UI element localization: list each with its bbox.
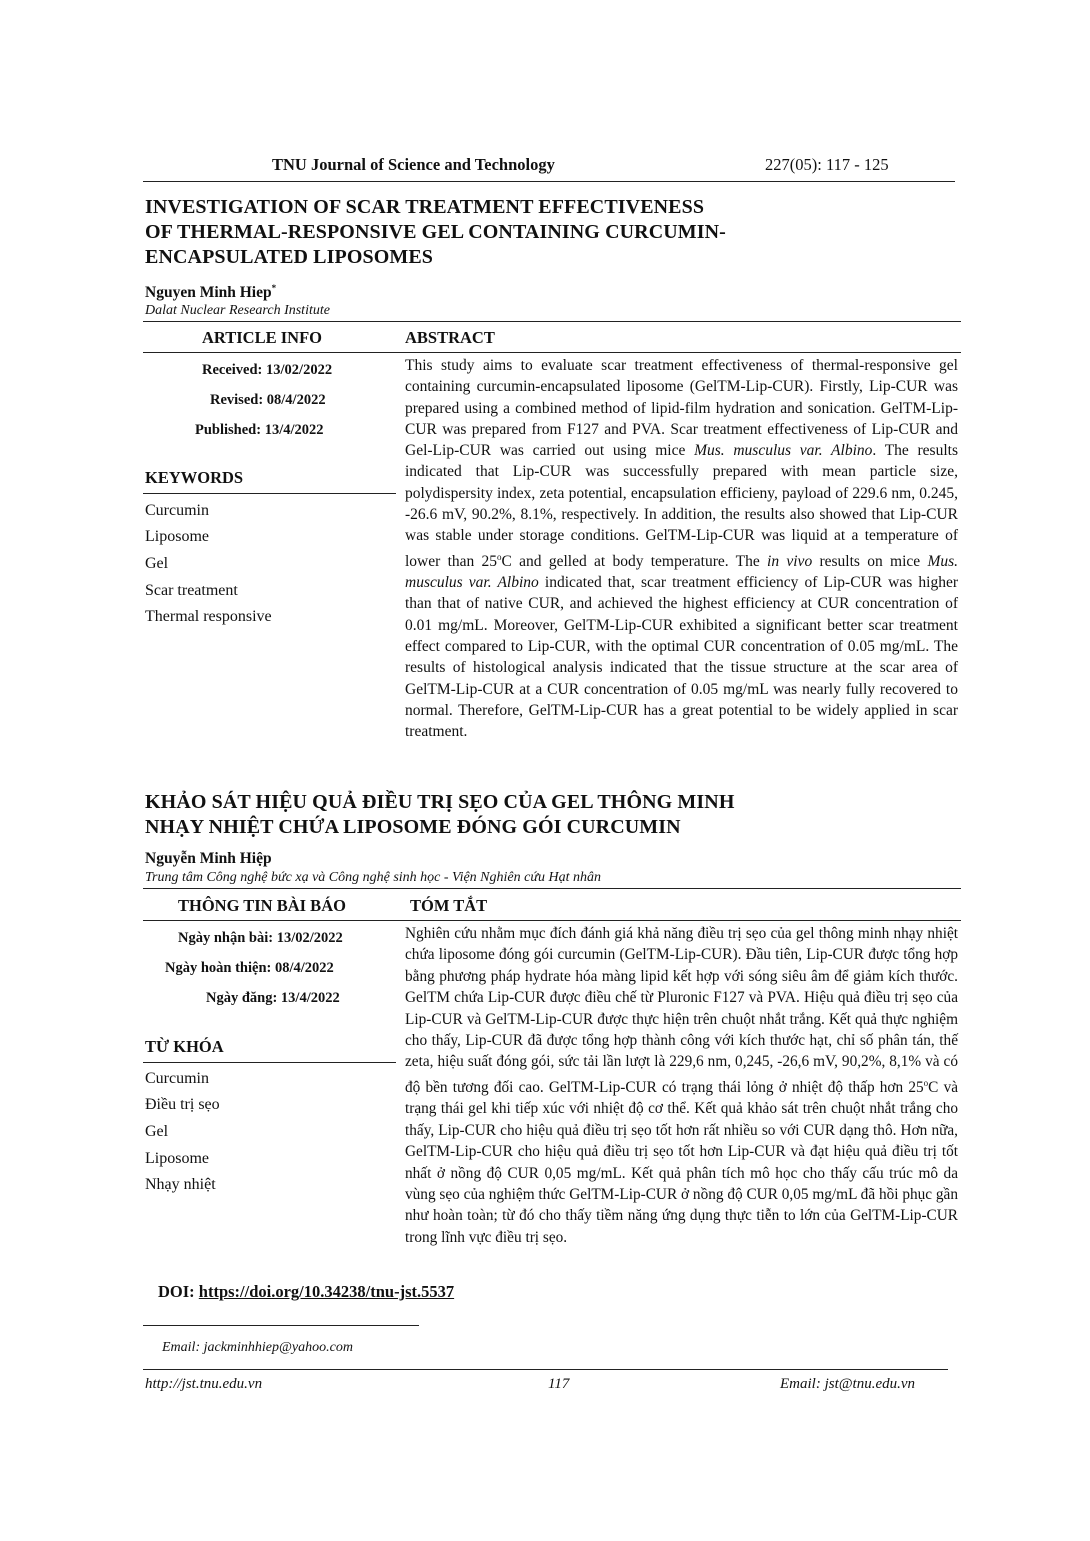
keyword: Gel <box>145 1123 169 1140</box>
revised-date-vi: Ngày hoàn thiện: 08/4/2022 <box>165 960 334 976</box>
footnote-email: Email: jackminhhiep@yahoo.com <box>162 1340 353 1355</box>
title-line: ENCAPSULATED LIPOSOMES <box>145 246 433 268</box>
affiliation-vi: Trung tâm Công nghệ bức xạ và Công nghệ sinh học - Viện Nghiên cứu Hạt nhân <box>145 870 601 885</box>
footer-email[interactable]: Email: jst@tnu.edu.vn <box>780 1376 916 1392</box>
title-line: INVESTIGATION OF SCAR TREATMENT EFFECTIVENESS <box>145 196 705 218</box>
keywords-rule <box>143 493 396 494</box>
header-rule <box>143 181 955 182</box>
keyword: Liposome <box>145 1150 209 1167</box>
vietnamese-title <box>145 790 734 840</box>
section-rule <box>143 352 961 353</box>
author-name <box>145 283 276 302</box>
journal-name: TNU Journal of Science and Technology <box>272 155 555 174</box>
abstract-heading: ABSTRACT <box>405 328 495 347</box>
affiliation: Dalat Nuclear Research Institute <box>145 303 330 318</box>
author-text: Nguyen Minh Hiep <box>145 284 272 302</box>
corresponding-mark: * <box>271 283 277 293</box>
published-date-vi: Ngày đăng: 13/4/2022 <box>206 990 340 1006</box>
title-line: OF THERMAL-RESPONSIVE GEL CONTAINING CURCUMIN- <box>145 221 726 243</box>
keywords-heading-vi: TỪ KHÓA <box>145 1037 224 1056</box>
section-rule <box>143 920 961 921</box>
keyword: Điều trị sẹo <box>145 1096 220 1113</box>
article-info-heading: ARTICLE INFO <box>202 328 322 347</box>
volume-pages: 227(05): 117 - 125 <box>765 155 889 174</box>
keyword: Gel <box>145 555 169 572</box>
section-rule <box>143 888 961 889</box>
keyword: Scar treatment <box>145 582 238 599</box>
keyword: Curcumin <box>145 502 209 519</box>
footer-website[interactable]: http://jst.tnu.edu.vn <box>145 1376 263 1392</box>
footnote-rule <box>143 1325 419 1326</box>
title-line: KHẢO SÁT HIỆU QUẢ ĐIỀU TRỊ SẸO CỦA GEL THÔNG MINH <box>145 791 735 813</box>
keywords-rule <box>143 1062 396 1063</box>
abstract-text-vi: Nghiên cứu nhằm mục đích đánh giá khả năng điều trị sẹo của gel thông minh nhạy nhiệt chứa liposome đóng gói curcumin (GelTM-Lip-CUR). Đầu tiên, Lip-CUR được tổng hợp bằng phương pháp hydrate hóa màng lipid kết hợp với sóng siêu âm để giảm kích thước. GelTM chứa Lip-CUR được điều chế từ Pluronic F127 và PVA. Hiệu quả điều trị sẹo của Lip-CUR và GelTM-Lip-CUR được thực hiện trên chuột nhắt trắng. Kết quả thực nghiệm cho thấy, Lip-CUR đã được tổng hợp thành công với kích thước hạt, chỉ số phân tán, thế zeta, hiệu suất đóng gói, sức tải lần lượt là 229,6 nm, 0,245, -26,6 mV, 90,2%, 8,1% và có độ bền tương đối cao. GelTM-Lip-CUR có trạng thái lỏng ở nhiệt độ thấp hơn 25$^o$C và trạng thái gel khi tiếp xúc với nhiệt độ cơ thể. Kết quả khảo sát trên chuột nhắt trắng cho thấy, Lip-CUR cho hiệu quả điều trị sẹo tốt hơn rất nhiều so với CUR dạng thô. Hơn nữa, GelTM-Lip-CUR cho hiệu quả điều trị sẹo tốt hơn Lip-CUR và đạt hiệu quả điều trị tốt nhất ở nồng độ CUR 0,05 mg/mL. Kết quả phân tích mô học cho thấy cấu trúc mô da vùng sẹo của nghiệm thức GelTM-Lip-CUR ở nồng độ CUR 0,05 mg/mL đã hồi phục gần như hoàn toàn; từ đó cho thấy tiềm năng ứng dụng thực tiễn to lớn của GelTM-Lip-CUR trong lĩnh vực điều trị sẹo. <box>405 925 959 1246</box>
doi-link[interactable]: https://doi.org/10.34238/tnu-jst.5537 <box>198 1282 455 1301</box>
keyword: Liposome <box>145 528 209 545</box>
page-number: 117 <box>548 1376 570 1392</box>
revised-date: Revised: 08/4/2022 <box>210 392 326 408</box>
abstract-text: This study aims to evaluate scar treatment effectiveness of thermal-responsive gel containing curcumin-encapsulated liposome (GelTM-Lip-CUR). Firstly, Lip-CUR was prepared using a combined method of lipid-film hydration and sonication. GelTM-Lip-CUR was prepared from F127 and PVA. Scar treatment effectiveness of Lip-CUR and Gel-Lip-CUR was carried out using mice Mus. musculus var. Albino. The results indicated that Lip-CUR was successfully prepared with mean particle size, polydispersity index, zeta potential, encapsulation efficieny, payload of 229.6 nm, 0.245, -26.6 mV, 90.2%, 8.1%, respectively. In addition, the results also showed that Lip-CUR was stable under storage conditions. GelTM-Lip-CUR was liquid at a temperature of lower than 25$^o$C and gelled at body temperature. The in vivo results on mice Mus. musculus var. Albino indicated that, scar treatment efficiency of Lip-CUR was higher than that of native CUR, and achieved the highest efficiency at CUR concentration of 0.01 mg/mL. Moreover, GelTM-Lip-CUR exhibited a significant better scar treatment effect compared to Lip-CUR, with the optimal CUR concentration of 0.05 mg/mL. The results of histological analysis indicated that the tissue structure at the scar area of GelTM-Lip-CUR at a CUR concentration of 0.05 mg/mL was nearly fully recovered to normal. Therefore, GelTM-Lip-CUR has a great potential to be widely applied in scar treatment. <box>405 357 959 741</box>
keyword: Curcumin <box>145 1070 209 1087</box>
doi-line <box>158 1282 454 1302</box>
keywords-heading: KEYWORDS <box>145 468 244 487</box>
title-line: NHẠY NHIỆT CHỨA LIPOSOME ĐÓNG GÓI CURCUMIN <box>145 816 681 838</box>
abstract-heading-vi: TÓM TẮT <box>410 896 488 915</box>
author-name-vi: Nguyễn Minh Hiệp <box>145 850 272 867</box>
section-rule <box>143 321 961 322</box>
published-date: Published: 13/4/2022 <box>195 422 324 438</box>
article-info-heading-vi: THÔNG TIN BÀI BÁO <box>178 896 346 915</box>
doi-label: DOI: <box>158 1282 199 1301</box>
footer-rule <box>143 1369 948 1370</box>
keyword: Nhạy nhiệt <box>145 1176 216 1193</box>
received-date-vi: Ngày nhận bài: 13/02/2022 <box>178 930 343 946</box>
keyword: Thermal responsive <box>145 608 272 625</box>
received-date: Received: 13/02/2022 <box>202 362 333 378</box>
english-title <box>145 195 726 270</box>
